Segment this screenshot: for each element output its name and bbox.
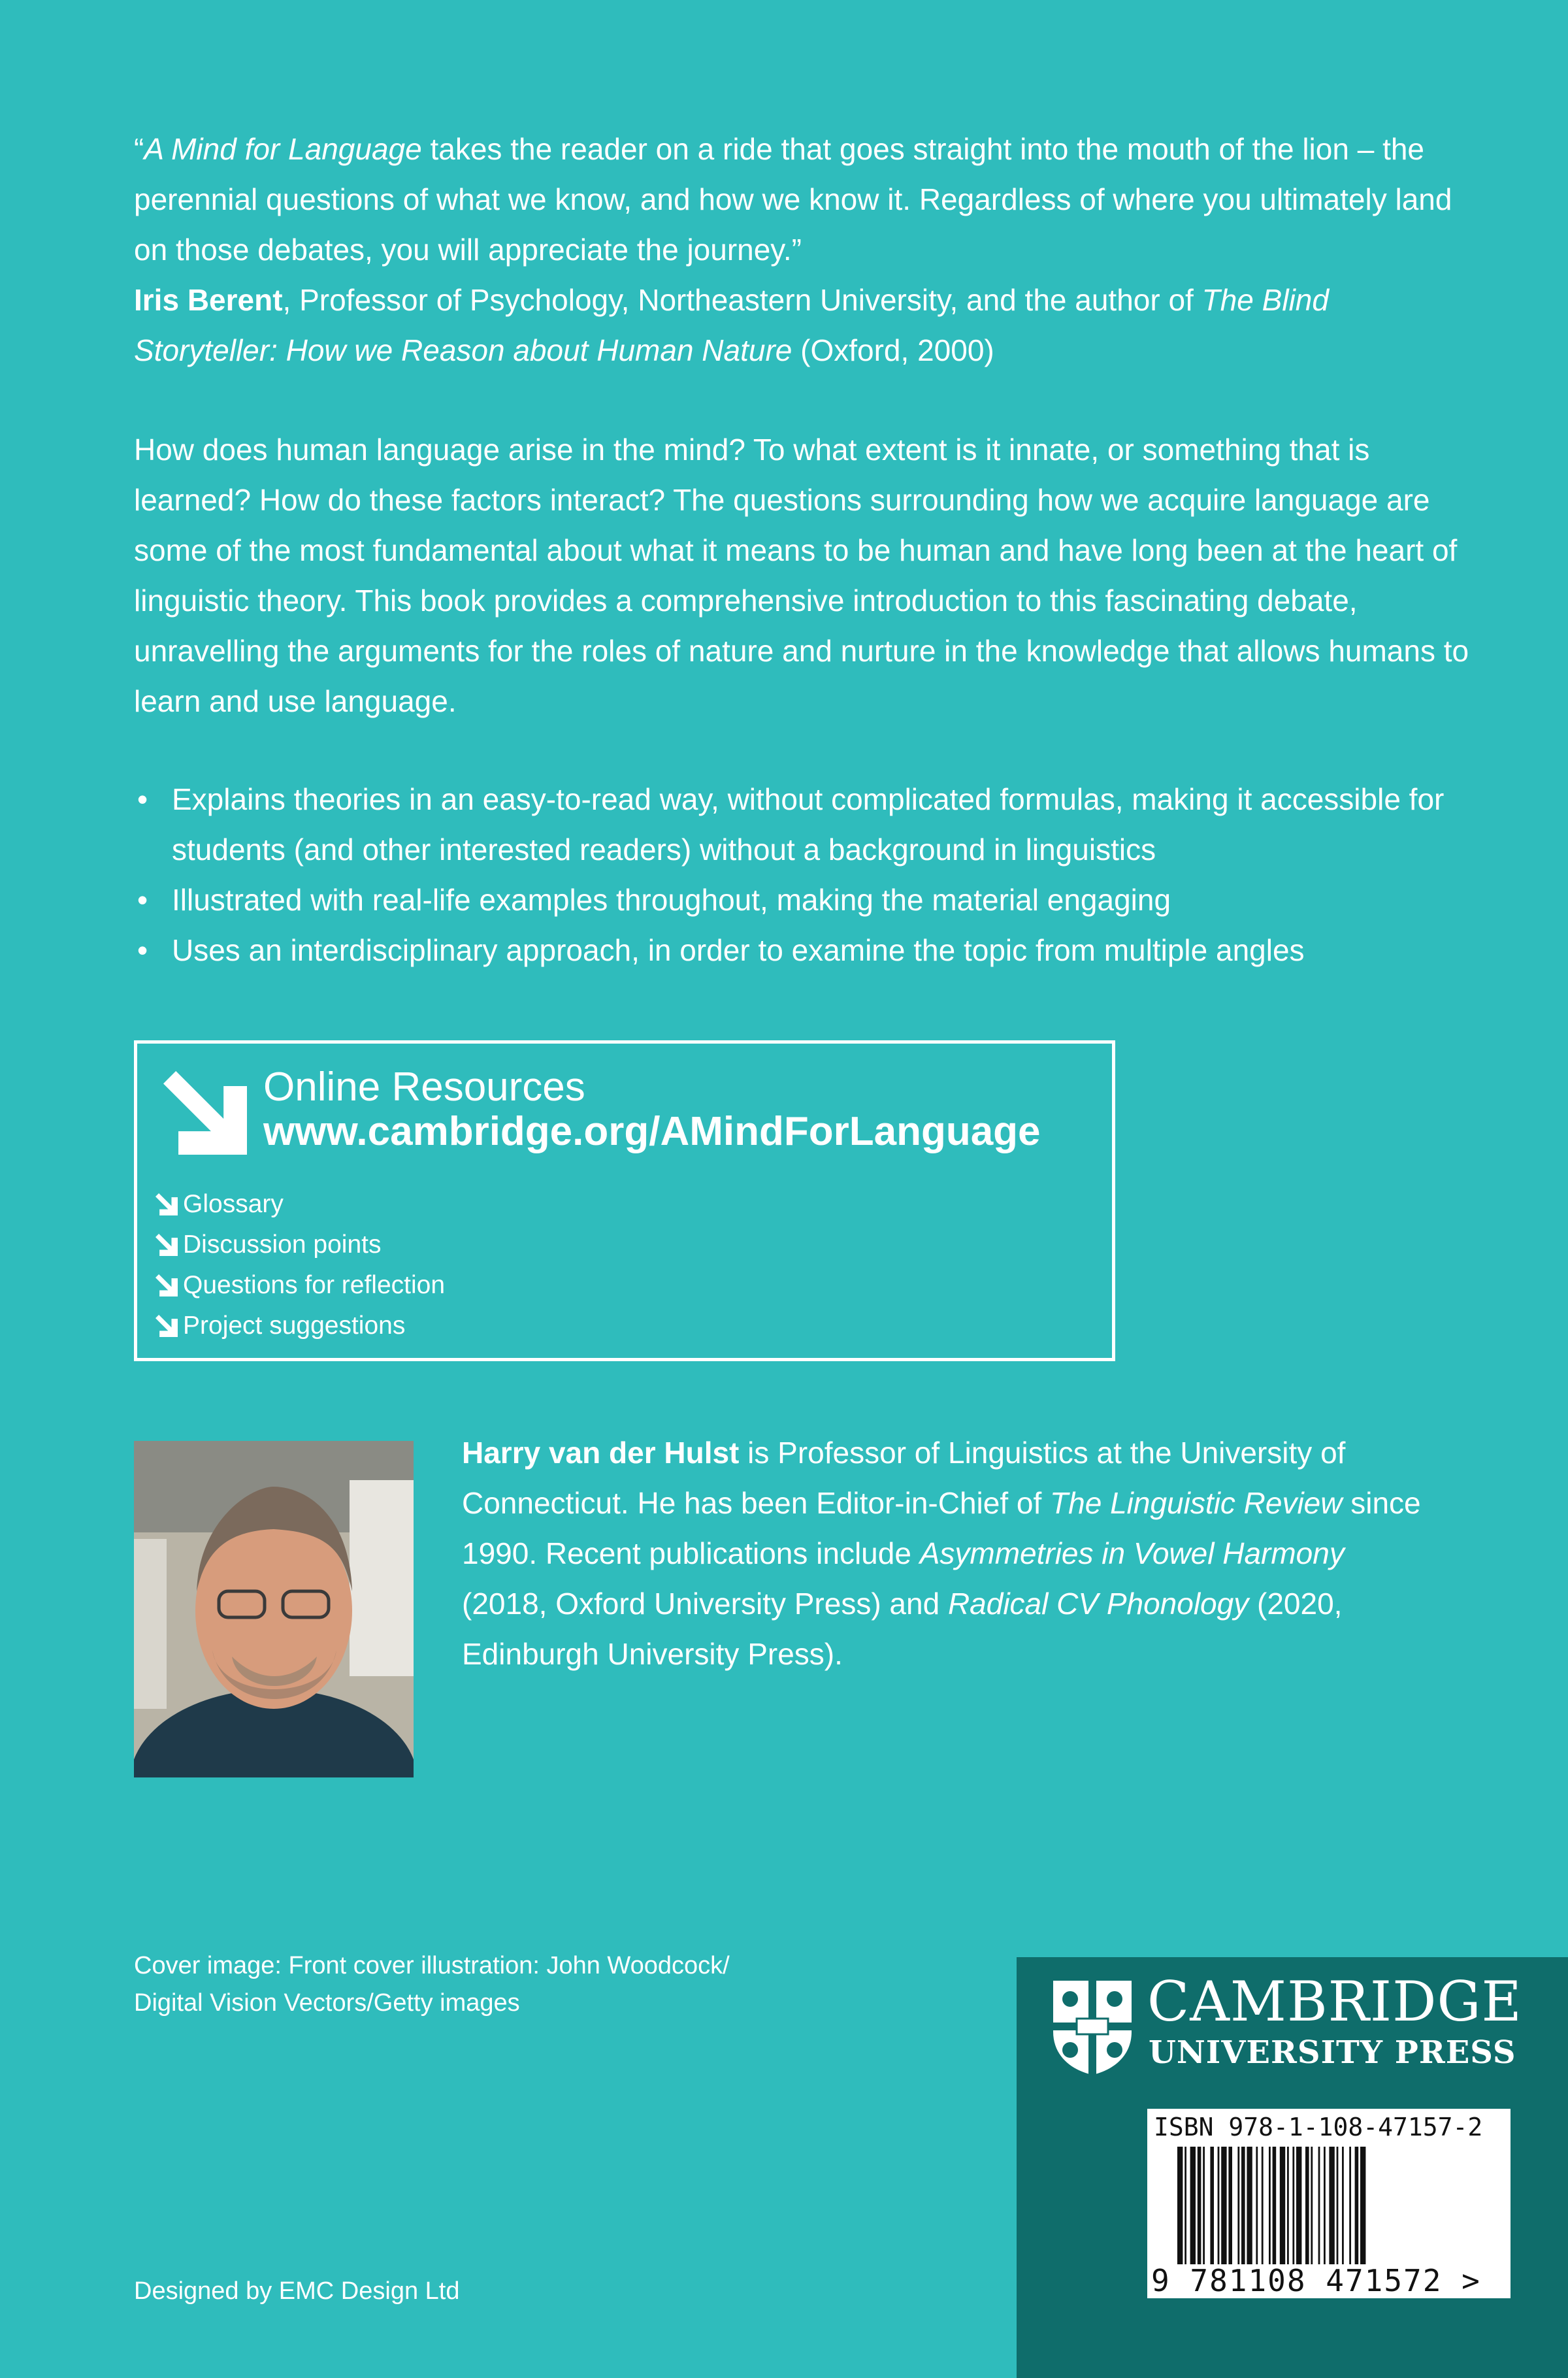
- endorser-name: Iris Berent: [134, 283, 283, 317]
- barcode-bar: [1342, 2147, 1344, 2264]
- book-title: A Mind for Language: [144, 132, 422, 166]
- cover-credit: [134, 1947, 730, 2022]
- open-quote: “: [134, 132, 144, 166]
- designer-credit: Designed by EMC Design Ltd: [134, 2277, 460, 2305]
- book-description: How does human language arise in the mind? To what extent is it innate, or something that is learned? How do these factors interact? The questions surrounding how we acquire language are some of the most fundamental about what it means to be human and have long been at the heart of linguistic theory. This book provides a comprehensive introduction to this fascinating debate, unravelling the arguments for the roles of nature and nurture in the knowledge that allows humans to learn and use language.: [134, 433, 1469, 718]
- barcode-digits: 9 781108 471572 >: [1151, 2263, 1481, 2298]
- endorser-role: , Professor of Psychology, Northeastern University, and the author of: [282, 283, 1202, 317]
- barcode-bar: [1210, 2147, 1214, 2264]
- bio-text: (2020, Edinburgh University Press).: [462, 1587, 1343, 1671]
- publication-title: Radical CV Phonology: [947, 1587, 1249, 1621]
- barcode-bar: [1184, 2147, 1186, 2264]
- barcode-bar: [1311, 2147, 1313, 2264]
- bio-text: is Professor of Linguistics at the University of Connecticut. He has been Editor-in-Chief of: [462, 1436, 1346, 1520]
- author-bio: [462, 1428, 1429, 1679]
- endorser-book-info: (Oxford, 2000): [792, 333, 994, 367]
- cover-credit-line: Cover image: Front cover illustration: John Woodcock/: [134, 1952, 730, 1979]
- barcode-icon: [1177, 2147, 1504, 2264]
- barcode-bar: [1292, 2147, 1294, 2264]
- quote-text: takes the reader on a ride that goes straight into the mouth of the lion – the perennial questions of what we know, and how we know it. Regardless of where you ultimately land on those debates, you will appreciate the journey.”: [134, 132, 1452, 267]
- barcode-bar: [1241, 2147, 1245, 2264]
- barcode-bar: [1269, 2147, 1271, 2264]
- resource-item: [155, 1265, 445, 1306]
- barcode-box: [1147, 2109, 1511, 2298]
- university-crest-icon: [1052, 1979, 1133, 2076]
- publication-title: Asymmetries in Vowel Harmony: [919, 1536, 1345, 1570]
- barcode-bar: [1287, 2147, 1289, 2264]
- bullet-icon: •: [137, 782, 148, 816]
- feature-list: [134, 774, 1506, 976]
- arrow-down-right-icon: [155, 1315, 178, 1337]
- barcode-bar: [1305, 2147, 1309, 2264]
- barcode-bar: [1280, 2147, 1285, 2264]
- barcode-bar: [1228, 2147, 1232, 2264]
- barcode-bar: [1190, 2147, 1196, 2264]
- barcode-bar: [1203, 2147, 1205, 2264]
- barcode-bar: [1273, 2147, 1277, 2264]
- barcode-bar: [1355, 2147, 1359, 2264]
- arrow-down-right-icon: [155, 1274, 178, 1296]
- barcode-bar: [1262, 2147, 1264, 2264]
- resources-list: [155, 1184, 445, 1346]
- barcode-bar: [1296, 2147, 1301, 2264]
- feature-text: Explains theories in an easy-to-read way, without complicated formulas, making it accessible for students (and other interested readers) without a background in linguistics: [172, 782, 1445, 867]
- online-resources-box: [134, 1040, 1115, 1361]
- endorsement-quote: [134, 124, 1473, 376]
- barcode-bar: [1318, 2147, 1320, 2264]
- resource-label: Project suggestions: [183, 1312, 406, 1340]
- barcode-bar: [1237, 2147, 1239, 2264]
- barcode-bar: [1177, 2147, 1183, 2264]
- feature-item: [134, 925, 1506, 976]
- endorser-book: The Blind Storyteller: How we Reason about Human Nature: [134, 283, 1329, 367]
- resource-item: [155, 1184, 445, 1225]
- online-resources-title: Online Resources: [263, 1065, 585, 1110]
- bullet-icon: •: [137, 883, 148, 917]
- author-portrait-image: [134, 1441, 414, 1777]
- journal-title: The Linguistic Review: [1050, 1486, 1343, 1520]
- feature-item: [134, 875, 1506, 925]
- barcode-bar: [1324, 2147, 1326, 2264]
- feature-item: [134, 774, 1506, 875]
- resource-label: Glossary: [183, 1190, 284, 1218]
- resource-item: [155, 1306, 445, 1346]
- arrow-down-right-icon: [155, 1193, 178, 1215]
- barcode-bar: [1247, 2147, 1252, 2264]
- barcode-bar: [1198, 2147, 1201, 2264]
- arrow-down-right-icon: [163, 1071, 247, 1155]
- barcode-bar: [1337, 2147, 1339, 2264]
- resource-label: Discussion points: [183, 1230, 382, 1259]
- barcode-bar: [1218, 2147, 1220, 2264]
- isbn-label: ISBN 978-1-108-47157-2: [1154, 2113, 1483, 2141]
- bio-text: (2018, Oxford University Press) and: [462, 1587, 948, 1621]
- barcode-bar: [1256, 2147, 1258, 2264]
- publisher-name: CAMBRIDGE: [1147, 1970, 1522, 2034]
- barcode-bar: [1221, 2147, 1226, 2264]
- feature-text: Uses an interdisciplinary approach, in order to examine the topic from multiple angles: [172, 933, 1305, 967]
- author-name: Harry van der Hulst: [462, 1436, 740, 1470]
- publisher-subname: UNIVERSITY PRESS: [1149, 2034, 1516, 2071]
- barcode-bar: [1360, 2147, 1365, 2264]
- feature-text: Illustrated with real-life examples throughout, making the material engaging: [172, 883, 1171, 917]
- bullet-icon: •: [137, 933, 148, 967]
- barcode-bar: [1329, 2147, 1334, 2264]
- publisher-panel: [1017, 1957, 1568, 2378]
- arrow-down-right-icon: [155, 1234, 178, 1256]
- barcode-bar: [1349, 2147, 1351, 2264]
- resource-item: [155, 1225, 445, 1265]
- resource-label: Questions for reflection: [183, 1271, 446, 1299]
- bio-text: since 1990. Recent publications include: [462, 1486, 1421, 1570]
- author-photo: [134, 1441, 414, 1777]
- cover-credit-line: Digital Vision Vectors/Getty images: [134, 1989, 520, 2017]
- online-resources-url[interactable]: www.cambridge.org/AMindForLanguage: [263, 1109, 1041, 1154]
